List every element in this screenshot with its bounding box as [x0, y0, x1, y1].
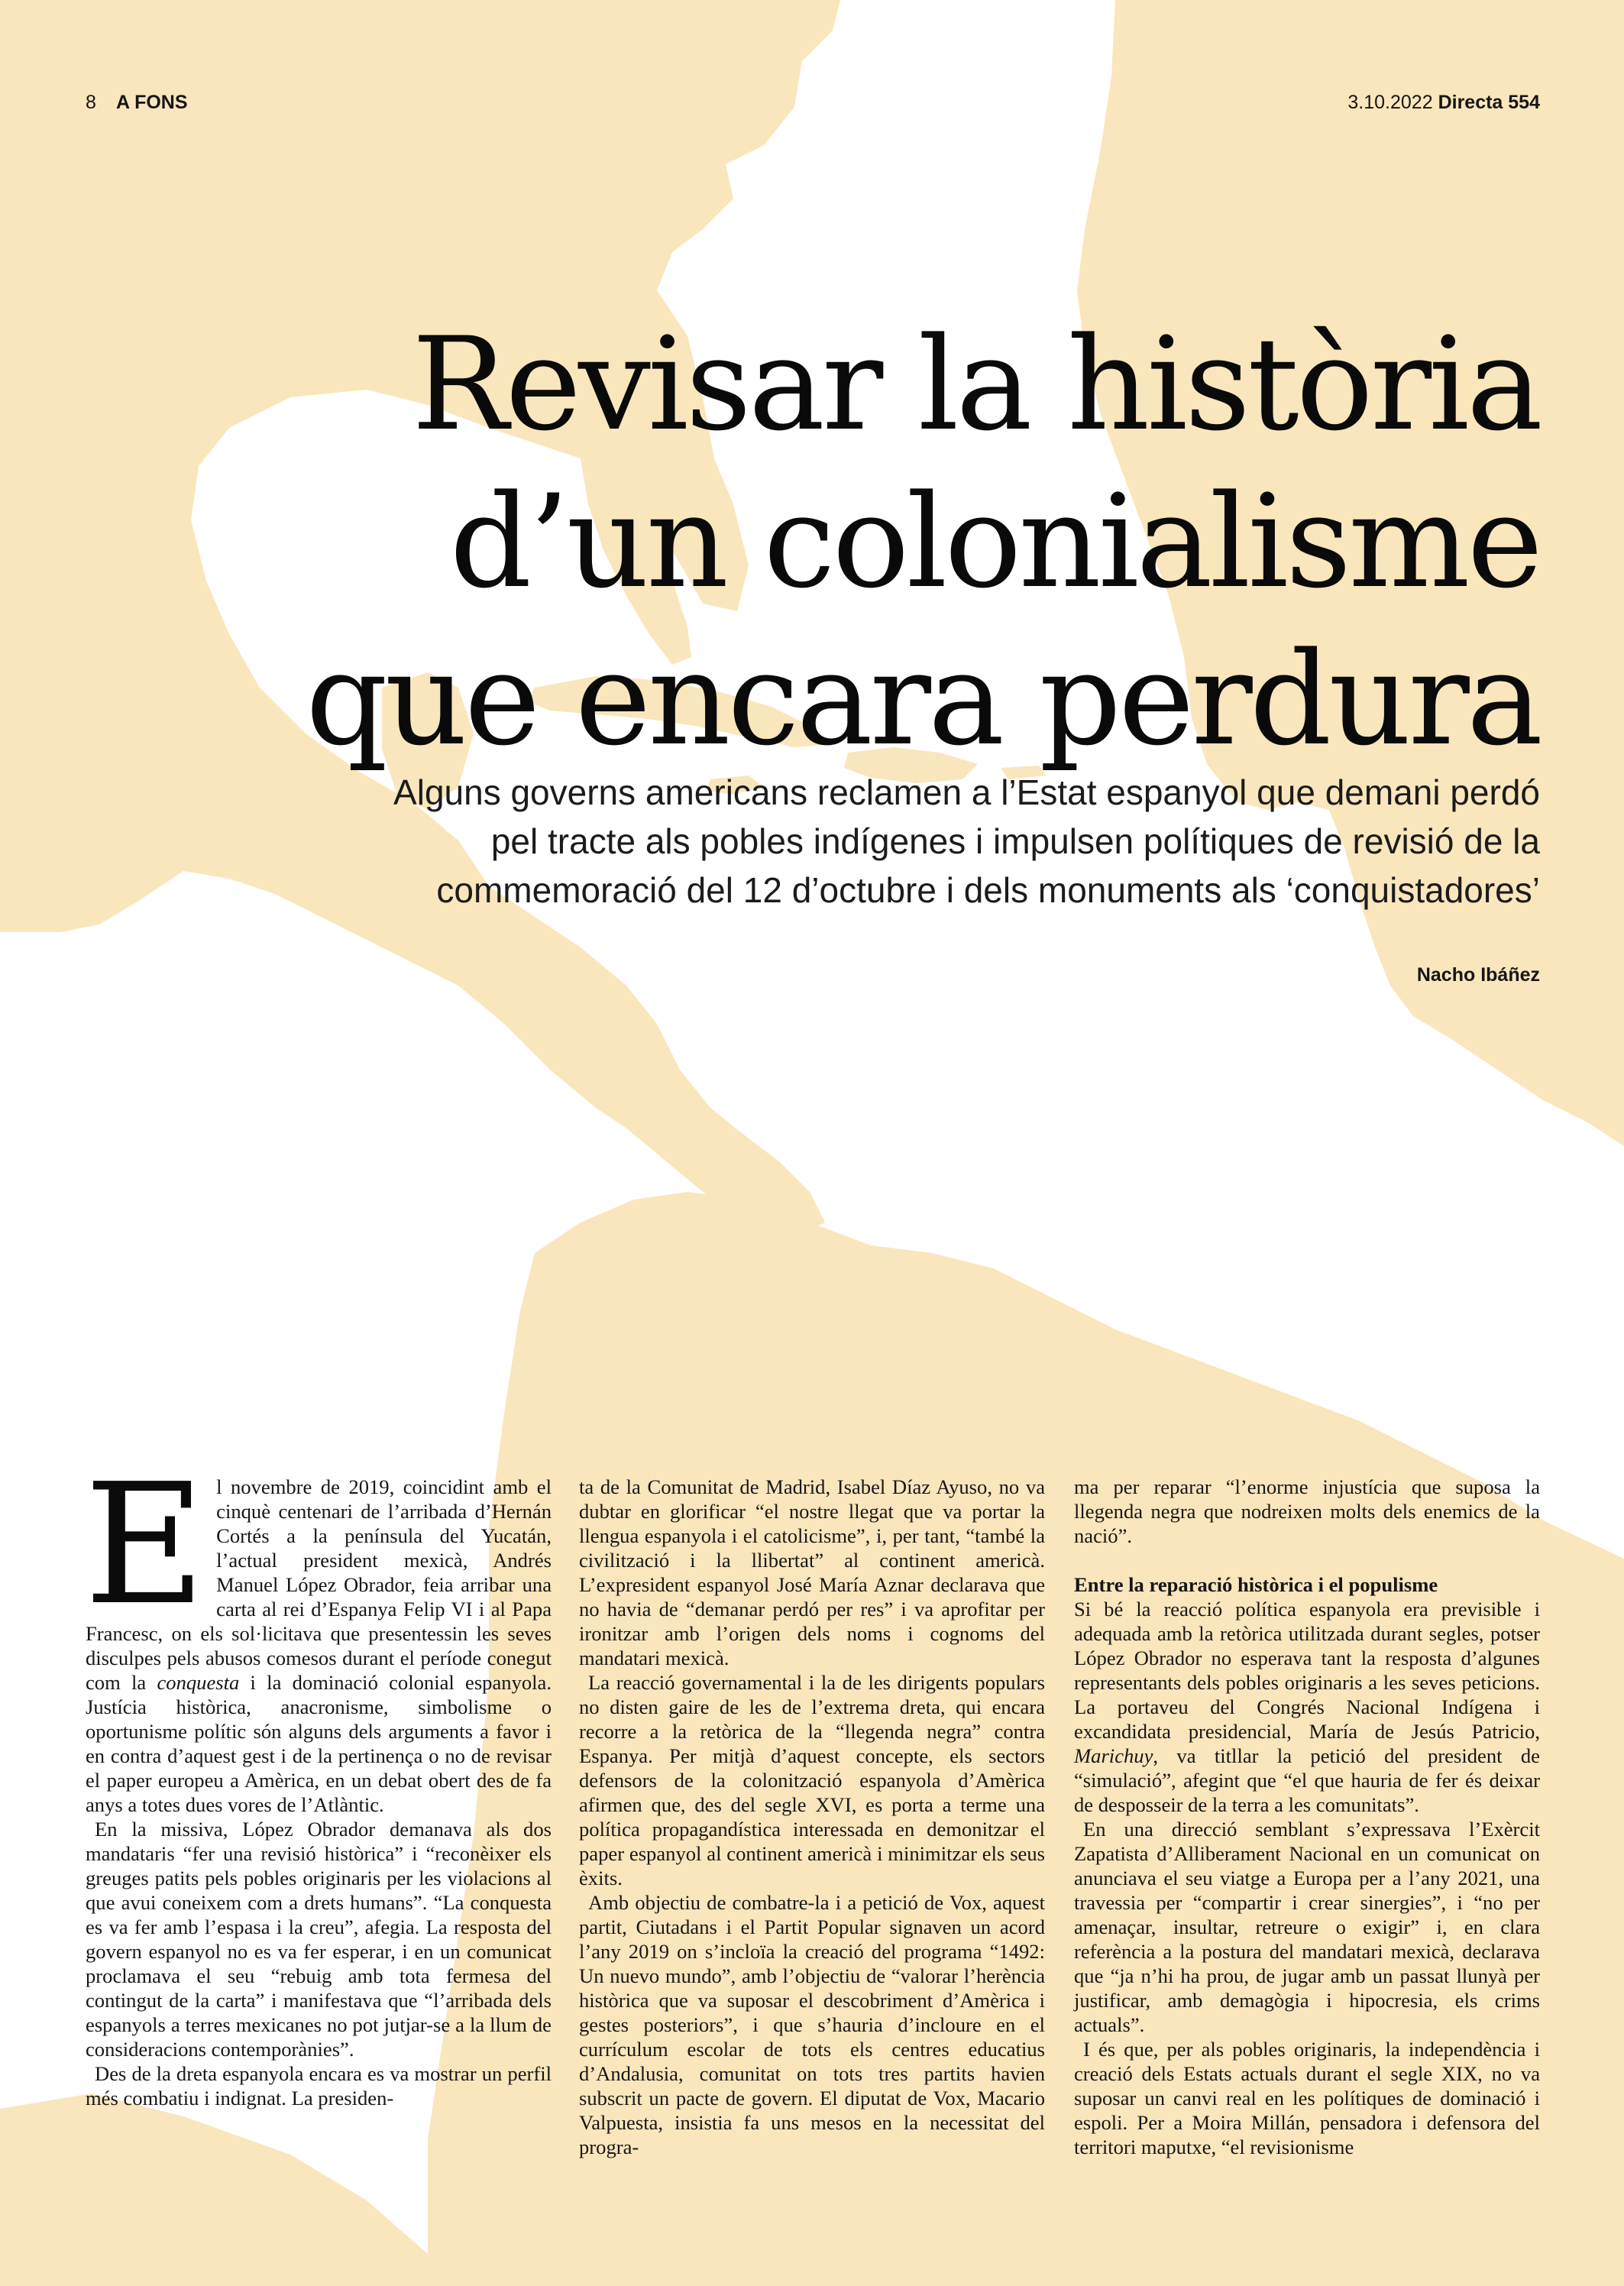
headline-line-1: Revisar la història — [412, 309, 1540, 459]
body-column-3 — [1074, 1475, 1540, 2159]
body-paragraph: ma per reparar “l’enorme injustícia que suposa la llegenda negra que nodreixen molts dels enemics de la nació”. — [1074, 1475, 1540, 1547]
page-number: 8 — [86, 92, 96, 113]
body-paragraph: En una direcció semblant s’expressava l’Exèrcit Zapatista d’Alliberament Nacional en un comunicat on anunciava el seu viatge a Europa per a l’any 2021, una travessia per “compartir i crear sinergies”, i “no per amenaçar, insultar, retreure o exigir” i, en clara referència a la postura del mandatari mexicà, declarava que “ja n’hi ha prou, de jugar amb un passat llunyà per justificar, amb demagògia i hipocresia, els crims actuals”. — [1074, 1818, 1540, 2036]
body-paragraph: La reacció governamental i la de les dirigents populars no disten gaire de les de l’extrema dreta, qui encara recorre a la retòrica de la “llegenda negra” contra Espanya. Per mitjà d’aquest concepte, els sectors defensors de la colonització espanyola d’Amèrica afirmen que, des del segle XVI, es porta a terme una política propagandística interessada en demonitzar el paper espanyol al continent americà i minimitzar els seus èxits. — [579, 1671, 1045, 1889]
publication-name: Directa — [1438, 92, 1503, 113]
standfirst — [196, 768, 1540, 915]
headline — [241, 306, 1540, 778]
body-text: l novembre de 2019, coincidint amb el cinquè centenari de l’arribada d’Hernán Cortés a la península del Yucatán, l’actual president mexicà, Andrés Manuel López Obrador, feia arribar una carta al rei d’Espanya Felip VI i al Papa Francesc, on els sol·licitava que presentessin les seves disculpes pels abusos comesos durant el període conegut com la — [86, 1475, 552, 1694]
body-column-2 — [579, 1475, 1045, 2159]
body-paragraph — [1074, 1597, 1540, 1817]
headline-line-2: d’un colonialisme — [449, 467, 1540, 617]
running-header — [86, 90, 1540, 121]
section-name: A FONS — [116, 92, 188, 113]
body-text: , va titllar la petició del president de “simulació”, afegint que “el que hauria de fer és deixar de desposseir de la terra a les comunitats”. — [1074, 1744, 1540, 1816]
subheading: Entre la reparació històrica i el populisme — [1074, 1573, 1438, 1596]
body-text-italic: conquesta — [157, 1671, 240, 1694]
issue-info — [1347, 90, 1540, 115]
body-text: i la dominació colonial espanyola. Justícia històrica, anacronisme, simbolisme o oportunisme polític són alguns dels arguments a favor i en contra d’aquest gest i de la pertinença o no de revisar el paper europeu a Amèrica, en un debat obert des de fa anys a totes dues vores de l’Atlàntic. — [86, 1671, 552, 1816]
headline-line-3: que encara perdura — [306, 624, 1540, 774]
body-paragraph: Des de la dreta espanyola encara es va mostrar un perfil més combatiu i indignat. La presiden- — [86, 2062, 552, 2110]
body-paragraph — [84, 1449, 552, 1817]
paragraph-spacer — [1074, 1548, 1540, 1572]
issue-date: 3.10.2022 — [1347, 92, 1433, 113]
body-paragraph: I és que, per als pobles originaris, la independència i creació dels Estats actuals durant el segle XIX, no va suposar un canvi real en les polítiques de dominació i espoli. Per a Moira Millán, pensadora i defensora del territori maputxe, “el revisionisme — [1074, 2038, 1540, 2158]
byline: Nacho Ibáñez — [1416, 964, 1540, 986]
body-paragraph: Amb objectiu de combatre-la i a petició de Vox, aquest partit, Ciutadans i el Partit Popular signaven un acord l’any 2019 on s’incloïa la creació del programa “1492: Un nuevo mundo”, amb l’objectiu de “valorar l’herència històrica que va suposar el descobriment d’Amèrica i gestes posteriors”, i que s’hauria d’incloure en el currículum escolar de tots els centres educatius d’Andalusia, comunitat on tots tres partits havien subscrit un pacte de govern. El diputat de Vox, Macario Valpuesta, insistia fa uns mesos en la necessitat del progra- — [579, 1891, 1045, 2158]
body-column-1 — [84, 1449, 552, 2110]
body-paragraph: ta de la Comunitat de Madrid, Isabel Díaz Ayuso, no va dubtar en glorificar “el nostre llegat que va portar la llengua espanyola i el catolicisme”, i, per tant, “també la civilització i la llibertat” al continent americà. L’expresident espanyol José María Aznar declarava que no havia de “demanar perdó per res” i va aprofitar per ironitzar amb l’origen dels noms i cognoms del mandatari mexicà. — [579, 1475, 1045, 1669]
central-america-landmass — [474, 886, 825, 1238]
issue-number: 554 — [1508, 92, 1540, 113]
body-text: Si bé la reacció política espanyola era previsible i adequada amb la retòrica utilitzada durant segles, potser López Obrador no esperava tant la resposta d’algunes representants dels pobles originaris a les seves peticions. La portaveu del Congrés Nacional Indígena i excandidata presidencial, María de Jesús Patricio, — [1074, 1598, 1540, 1743]
standfirst-line-3: commemoració del 12 d’octubre i dels monuments als ‘conquistadores’ — [436, 870, 1540, 910]
standfirst-line-2: pel tracte als pobles indígenes i impulsen polítiques de revisió de la — [490, 821, 1540, 861]
pacific-coast-landmass — [0, 2093, 428, 2286]
body-text-italic: Marichuy — [1074, 1744, 1153, 1767]
body-paragraph: En la missiva, López Obrador demanava als dos mandataris “fer una revisió històrica” i “reconèixer els greuges patits pels pobles originaris per les violacions al que avui coneixem com a drets humans”. “La conquesta es va fer amb l’espasa i la creu”, afegia. La resposta del govern espanyol no es va fer esperar, i en un comunicat proclamava el seu “rebuig amb tota fermesa del contingut de la carta” i manifestava que “l’arribada dels espanyols a terres mexicanes no pot jutjar-se a la llum de consideracions contemporànies”. — [86, 1818, 552, 2061]
drop-cap: E — [84, 1449, 206, 1642]
standfirst-line-1: Alguns governs americans reclamen a l’Estat espanyol que demani perdó — [393, 772, 1540, 812]
